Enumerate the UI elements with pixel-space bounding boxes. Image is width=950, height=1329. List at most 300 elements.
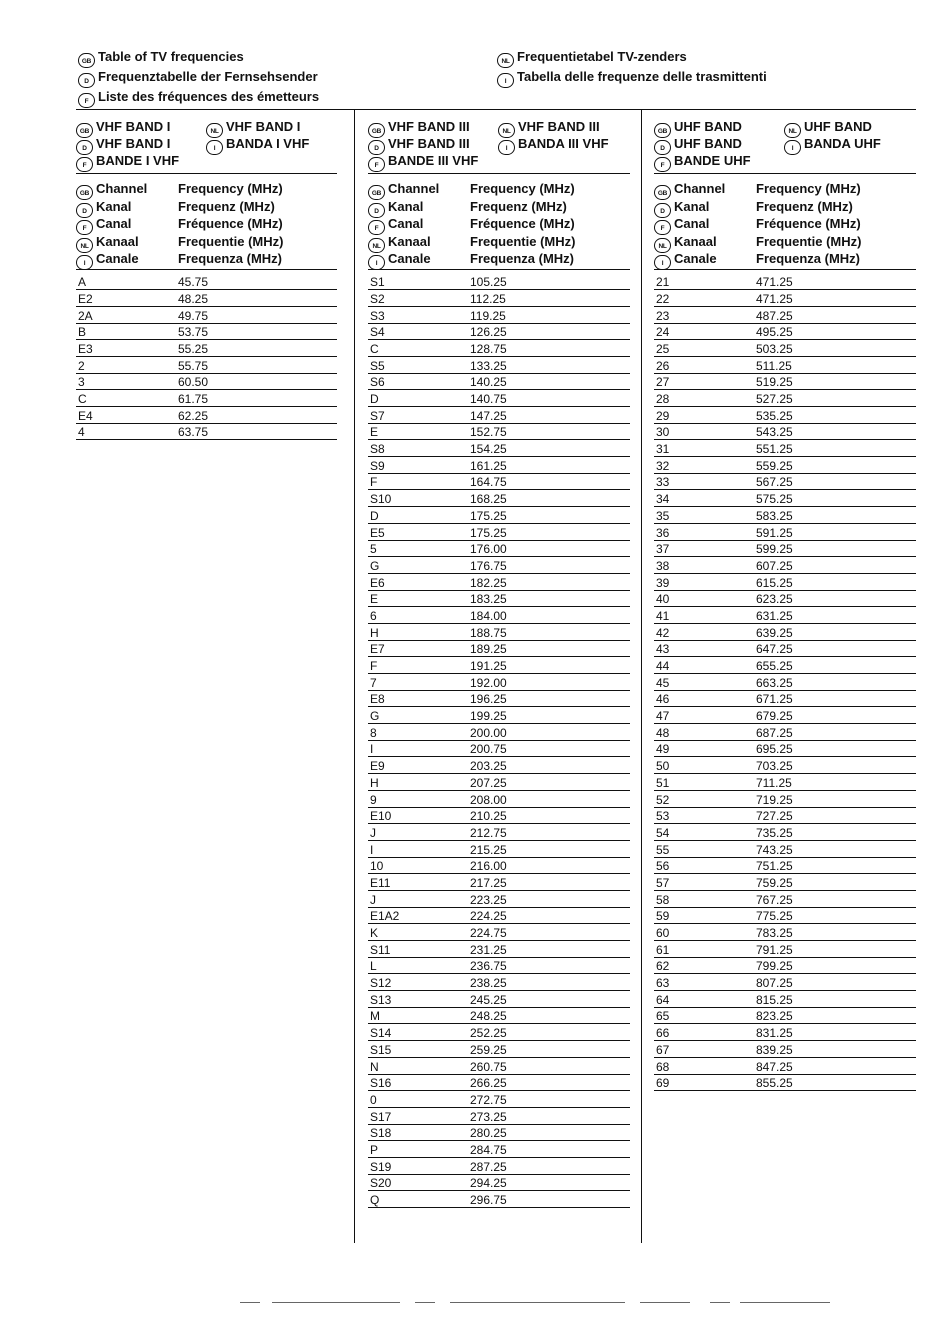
lang-badge-icon: NL <box>368 238 385 253</box>
table-row <box>654 874 916 891</box>
header-row-gb <box>368 180 630 198</box>
channel-cell: S10 <box>370 492 392 507</box>
frequency-cell: 188.75 <box>470 625 507 640</box>
frequency-cell: 695.25 <box>756 742 793 757</box>
table-row <box>368 974 630 991</box>
frequency-cell: 287.25 <box>470 1159 507 1174</box>
channel-cell: Q <box>370 1193 380 1207</box>
lang-badge-icon: D <box>368 140 385 155</box>
channel-cell: L <box>370 959 377 974</box>
channel-cell: H <box>370 625 379 640</box>
lang-badge-icon: F <box>76 157 93 172</box>
table-row <box>368 557 630 574</box>
frequency-rows <box>654 274 916 1092</box>
channel-cell: 35 <box>656 508 670 523</box>
frequency-cell: 183.25 <box>470 592 507 607</box>
frequency-cell: 133.25 <box>470 358 507 373</box>
table-row <box>368 407 630 424</box>
channel-cell: S3 <box>370 308 385 323</box>
channel-cell: 60 <box>656 926 670 940</box>
band-header <box>368 118 630 170</box>
table-row <box>368 340 630 357</box>
title-i: I Tabella delle frequenze delle trasmittenti <box>497 68 767 88</box>
channel-cell: 24 <box>656 325 670 340</box>
table-row <box>368 808 630 825</box>
header-channel-label: Canale <box>388 251 431 266</box>
channel-cell: 62 <box>656 959 670 974</box>
header-frequency-label: Frequentie (MHz) <box>756 233 862 249</box>
channel-cell: 5 <box>370 542 377 557</box>
table-row <box>654 374 916 391</box>
header-row-f <box>654 215 916 233</box>
lang-badge-icon: D <box>76 203 93 218</box>
channel-cell: 38 <box>656 558 670 573</box>
title-d: D Frequenztabelle der Fernsehsender <box>78 68 319 88</box>
header-frequency-label: Frequenza (MHz) <box>756 251 860 266</box>
lang-badge-icon: NL <box>498 123 515 138</box>
channel-cell: 36 <box>656 525 670 540</box>
table-row <box>654 357 916 374</box>
band-label-text: UHF BAND <box>674 119 742 134</box>
table-row <box>368 1125 630 1142</box>
table-row <box>654 791 916 808</box>
frequency-cell: 855.25 <box>756 1076 793 1091</box>
frequency-cell: 126.25 <box>470 325 507 340</box>
band-divider <box>368 173 630 174</box>
header-row-f <box>368 215 630 233</box>
header-channel-label: Kanal <box>674 198 710 214</box>
lang-badge-icon: D <box>78 73 95 88</box>
channel-cell: 30 <box>656 425 670 440</box>
header-channel-label: Channel <box>674 181 726 196</box>
band-label-f <box>76 152 179 172</box>
table-row <box>368 691 630 708</box>
channel-cell: S12 <box>370 976 392 991</box>
channel-cell: 45 <box>656 675 670 690</box>
frequency-cell: 751.25 <box>756 859 793 874</box>
lang-badge-icon: NL <box>76 238 93 253</box>
channel-cell: S1 <box>370 275 385 290</box>
frequency-cell: 223.25 <box>470 892 507 907</box>
table-row <box>654 524 916 541</box>
frequency-cell: 168.25 <box>470 492 507 507</box>
table-row <box>654 507 916 524</box>
frequency-cell: 679.25 <box>756 709 793 724</box>
channel-cell: 4 <box>78 425 85 440</box>
lang-badge-icon: NL <box>206 123 223 138</box>
header-channel-label: Kanal <box>96 198 132 214</box>
table-row <box>368 1141 630 1158</box>
frequency-cell: 687.25 <box>756 725 793 740</box>
table-row <box>654 307 916 324</box>
frequency-cell: 284.75 <box>470 1142 507 1157</box>
table-row <box>368 1175 630 1192</box>
header-channel <box>76 250 139 270</box>
table-row <box>368 541 630 558</box>
frequency-cell: 575.25 <box>756 492 793 507</box>
band-label-text: BANDA III VHF <box>518 136 609 151</box>
header-frequency-label: Frequency (MHz) <box>178 181 283 196</box>
frequency-cell: 487.25 <box>756 308 793 323</box>
lang-badge-icon: I <box>368 255 385 270</box>
channel-cell: S2 <box>370 291 385 306</box>
frequency-cell: 607.25 <box>756 558 793 573</box>
header-channel-label: Canale <box>96 251 139 266</box>
table-row <box>654 724 916 741</box>
header-row-i <box>368 250 630 268</box>
header-frequency-label: Frequenz (MHz) <box>756 198 853 214</box>
frequency-cell: 259.25 <box>470 1042 507 1057</box>
table-row <box>654 490 916 507</box>
channel-cell: 52 <box>656 792 670 807</box>
lang-badge-icon: F <box>368 220 385 235</box>
channel-cell: A <box>78 275 87 290</box>
frequency-cell: 799.25 <box>756 959 793 974</box>
column-divider-2 <box>641 109 642 1243</box>
table-row <box>368 741 630 758</box>
frequency-cell: 495.25 <box>756 325 793 340</box>
header-channel-label: Kanaal <box>674 233 717 249</box>
column-divider-1 <box>354 109 355 1243</box>
lang-badge-icon: GB <box>76 185 93 200</box>
channel-cell: S20 <box>370 1176 392 1191</box>
frequency-cell: 567.25 <box>756 475 793 490</box>
table-row <box>654 641 916 658</box>
table-row <box>654 841 916 858</box>
channel-cell: E11 <box>370 875 391 890</box>
channel-cell: S15 <box>370 1042 392 1057</box>
title-block-left <box>78 48 319 108</box>
channel-cell: E1A2 <box>370 909 400 924</box>
table-row <box>368 574 630 591</box>
table-row <box>368 524 630 541</box>
channel-cell: C <box>78 392 87 406</box>
channel-cell: 34 <box>656 492 670 507</box>
frequency-cell: 236.75 <box>470 959 507 974</box>
channel-cell: E <box>370 592 379 607</box>
header-frequency-label: Fréquence (MHz) <box>178 216 283 231</box>
table-row <box>368 874 630 891</box>
frequency-cell: 703.25 <box>756 759 793 774</box>
channel-cell: 0 <box>370 1092 377 1107</box>
table-row <box>654 1024 916 1041</box>
frequency-cell: 615.25 <box>756 575 793 590</box>
title-block-right <box>497 48 767 88</box>
table-row <box>654 607 916 624</box>
frequency-cell: 519.25 <box>756 375 793 390</box>
channel-cell: S14 <box>370 1026 392 1041</box>
frequency-cell: 164.75 <box>470 475 507 490</box>
band-label-text: BANDE I VHF <box>96 153 180 168</box>
header-channel-label: Channel <box>96 181 148 196</box>
channel-cell: G <box>370 558 380 573</box>
channel-cell: 41 <box>656 608 670 623</box>
header-channel-label: Kanaal <box>388 233 431 249</box>
table-row <box>654 324 916 341</box>
header-frequency-label: Frequency (MHz) <box>756 181 861 196</box>
frequency-cell: 238.25 <box>470 976 507 991</box>
frequency-cell: 152.75 <box>470 425 507 440</box>
channel-cell: E5 <box>370 525 385 540</box>
table-row <box>654 424 916 441</box>
table-row <box>368 657 630 674</box>
frequency-cell: 823.25 <box>756 1009 793 1024</box>
frequency-cell: 208.00 <box>470 792 507 807</box>
channel-cell: F <box>370 659 378 673</box>
band-label-text: VHF BAND I <box>96 136 171 151</box>
table-row <box>654 908 916 925</box>
band-header <box>654 118 916 170</box>
table-row <box>368 1024 630 1041</box>
lang-badge-icon: I <box>498 140 515 155</box>
channel-cell: 43 <box>656 642 670 657</box>
table-row <box>368 924 630 941</box>
frequency-cell: 176.75 <box>470 558 507 573</box>
channel-cell: 61 <box>656 942 670 957</box>
frequency-cell: 140.25 <box>470 375 507 390</box>
channel-cell: 46 <box>656 692 670 707</box>
channel-cell: B <box>78 325 87 340</box>
header-frequency-label: Frequenza (MHz) <box>470 251 574 266</box>
frequency-cell: 176.00 <box>470 542 507 557</box>
channel-cell: 8 <box>370 725 377 740</box>
frequency-cell: 224.25 <box>470 909 507 924</box>
table-row <box>368 908 630 925</box>
table-row <box>368 507 630 524</box>
header-channel <box>368 250 431 270</box>
channel-cell: 26 <box>656 358 670 373</box>
frequency-cell: 55.25 <box>178 341 209 356</box>
lang-badge-icon: NL <box>654 238 671 253</box>
table-row <box>76 374 337 391</box>
table-row <box>76 274 337 291</box>
table-row <box>654 707 916 724</box>
band-label-text: UHF BAND <box>674 136 742 151</box>
channel-cell: E2 <box>78 291 93 306</box>
table-row <box>654 574 916 591</box>
table-row <box>654 691 916 708</box>
lang-badge-icon: I <box>497 73 514 88</box>
channel-cell: 49 <box>656 742 670 757</box>
lang-badge-icon: D <box>76 140 93 155</box>
lang-badge-icon: NL <box>784 123 801 138</box>
channel-cell: M <box>370 1009 380 1024</box>
frequency-cell: 791.25 <box>756 942 793 957</box>
table-row <box>654 591 916 608</box>
band-divider <box>76 173 337 174</box>
channel-cell: H <box>370 775 379 790</box>
lang-badge-icon: I <box>76 255 93 270</box>
table-row <box>654 824 916 841</box>
band-label-text: VHF BAND III <box>388 136 470 151</box>
table-column <box>368 118 630 1208</box>
column-headers <box>76 180 337 268</box>
header-row-d <box>654 198 916 216</box>
channel-cell: 33 <box>656 475 670 490</box>
channel-cell: 66 <box>656 1026 670 1041</box>
table-row <box>654 390 916 407</box>
frequency-cell: 192.00 <box>470 675 507 690</box>
channel-cell: F <box>370 475 378 490</box>
band-label-f <box>368 152 478 172</box>
header-frequency-label: Frequenz (MHz) <box>470 198 567 214</box>
channel-cell: 48 <box>656 725 670 740</box>
frequency-cell: 252.25 <box>470 1026 507 1041</box>
header-frequency-label: Frequenza (MHz) <box>178 251 282 266</box>
lang-badge-icon: D <box>654 203 671 218</box>
lang-badge-icon: F <box>654 157 671 172</box>
table-row <box>368 824 630 841</box>
frequency-cell: 647.25 <box>756 642 793 657</box>
frequency-cell: 767.25 <box>756 892 793 907</box>
frequency-cell: 551.25 <box>756 442 793 457</box>
channel-cell: D <box>370 508 379 523</box>
channel-cell: 63 <box>656 976 670 991</box>
band-label-i <box>784 135 881 155</box>
channel-cell: S8 <box>370 442 385 457</box>
table-row <box>76 390 337 407</box>
channel-cell: I <box>370 842 374 857</box>
frequency-cell: 62.25 <box>178 408 209 423</box>
channel-cell: 55 <box>656 842 670 857</box>
band-divider <box>654 173 916 174</box>
table-row <box>654 974 916 991</box>
header-channel-label: Kanal <box>388 198 424 214</box>
frequency-cell: 511.25 <box>756 358 792 373</box>
table-row <box>368 607 630 624</box>
frequency-cell: 559.25 <box>756 458 793 473</box>
channel-cell: D <box>370 392 379 406</box>
channel-cell: 65 <box>656 1009 670 1024</box>
frequency-cell: 63.75 <box>178 425 209 440</box>
table-row <box>654 674 916 691</box>
table-row <box>368 841 630 858</box>
frequency-cell: 759.25 <box>756 875 793 890</box>
band-label-text: VHF BAND I <box>226 119 301 134</box>
frequency-cell: 815.25 <box>756 992 793 1007</box>
table-row <box>368 290 630 307</box>
header-channel-label: Canale <box>674 251 717 266</box>
title-f: F Liste des fréquences des émetteurs <box>78 88 319 108</box>
channel-cell: S13 <box>370 992 392 1007</box>
frequency-cell: 248.25 <box>470 1009 507 1024</box>
channel-cell: 47 <box>656 709 670 724</box>
table-row <box>368 1108 630 1125</box>
table-column <box>654 118 916 1091</box>
channel-cell: 29 <box>656 408 670 423</box>
band-label-text: VHF BAND I <box>96 119 171 134</box>
table-row <box>368 374 630 391</box>
frequency-cell: 105.25 <box>470 275 507 290</box>
frequency-rows <box>76 274 337 441</box>
channel-cell: E10 <box>370 809 392 824</box>
lang-badge-icon: I <box>784 140 801 155</box>
table-row <box>654 1008 916 1025</box>
frequency-cell: 535.25 <box>756 408 793 423</box>
channel-cell: 37 <box>656 542 670 557</box>
table-row <box>368 1008 630 1025</box>
frequency-cell: 55.75 <box>178 358 209 373</box>
channel-cell: 58 <box>656 892 670 907</box>
frequency-cell: 175.25 <box>470 508 507 523</box>
channel-cell: N <box>370 1059 379 1074</box>
header-frequency-label: Frequenz (MHz) <box>178 198 275 214</box>
channel-cell: 39 <box>656 575 670 590</box>
header-frequency-label: Fréquence (MHz) <box>756 216 861 231</box>
frequency-cell: 48.25 <box>178 291 209 306</box>
frequency-cell: 639.25 <box>756 625 793 640</box>
header-row-f <box>76 215 337 233</box>
channel-cell: 69 <box>656 1076 670 1091</box>
table-row <box>368 440 630 457</box>
lang-badge-icon: GB <box>654 123 671 138</box>
table-row <box>76 340 337 357</box>
frequency-cell: 245.25 <box>470 992 507 1007</box>
frequency-cell: 154.25 <box>470 442 507 457</box>
frequency-cell: 503.25 <box>756 341 793 356</box>
frequency-cell: 53.75 <box>178 325 209 340</box>
table-row <box>654 290 916 307</box>
table-row <box>368 1191 630 1208</box>
frequency-cell: 260.75 <box>470 1059 507 1074</box>
header-channel-label: Kanaal <box>96 233 139 249</box>
table-row <box>76 307 337 324</box>
channel-cell: 32 <box>656 458 670 473</box>
table-row <box>654 891 916 908</box>
channel-cell: 9 <box>370 792 377 807</box>
table-row <box>654 657 916 674</box>
header-channel-label: Canal <box>674 216 710 231</box>
channel-cell: 64 <box>656 992 670 1007</box>
header-channel-label: Canal <box>388 216 424 231</box>
frequency-cell: 217.25 <box>470 875 507 890</box>
table-row <box>368 858 630 875</box>
frequency-cell: 273.25 <box>470 1109 507 1124</box>
table-row <box>654 1041 916 1058</box>
frequency-cell: 471.25 <box>756 291 793 306</box>
header-row-gb <box>76 180 337 198</box>
header-row-i <box>76 250 337 268</box>
channel-cell: E <box>370 425 379 440</box>
header-frequency-label: Frequency (MHz) <box>470 181 575 196</box>
channel-cell: S4 <box>370 325 385 340</box>
frequency-cell: 743.25 <box>756 842 793 857</box>
frequency-cell: 189.25 <box>470 642 507 657</box>
channel-cell: 31 <box>656 442 670 457</box>
band-label-text: BANDA UHF <box>804 136 881 151</box>
channel-cell: I <box>370 742 374 757</box>
table-row <box>368 774 630 791</box>
lang-badge-icon: GB <box>368 185 385 200</box>
frequency-cell: 45.75 <box>178 275 209 290</box>
title-gb: GB Table of TV frequencies <box>78 48 319 68</box>
table-row <box>368 1075 630 1092</box>
table-row <box>654 991 916 1008</box>
channel-cell: K <box>370 926 379 940</box>
channel-cell: 28 <box>656 392 670 406</box>
frequency-cell: 735.25 <box>756 825 793 840</box>
table-row <box>368 991 630 1008</box>
band-header <box>76 118 337 170</box>
lang-badge-icon: F <box>368 157 385 172</box>
frequency-cell: 296.75 <box>470 1193 507 1207</box>
lang-badge-icon: GB <box>654 185 671 200</box>
channel-cell: J <box>370 892 376 907</box>
channel-cell: S19 <box>370 1159 392 1174</box>
frequency-cell: 61.75 <box>178 392 209 406</box>
band-label-text: BANDE III VHF <box>388 153 479 168</box>
table-row <box>654 757 916 774</box>
